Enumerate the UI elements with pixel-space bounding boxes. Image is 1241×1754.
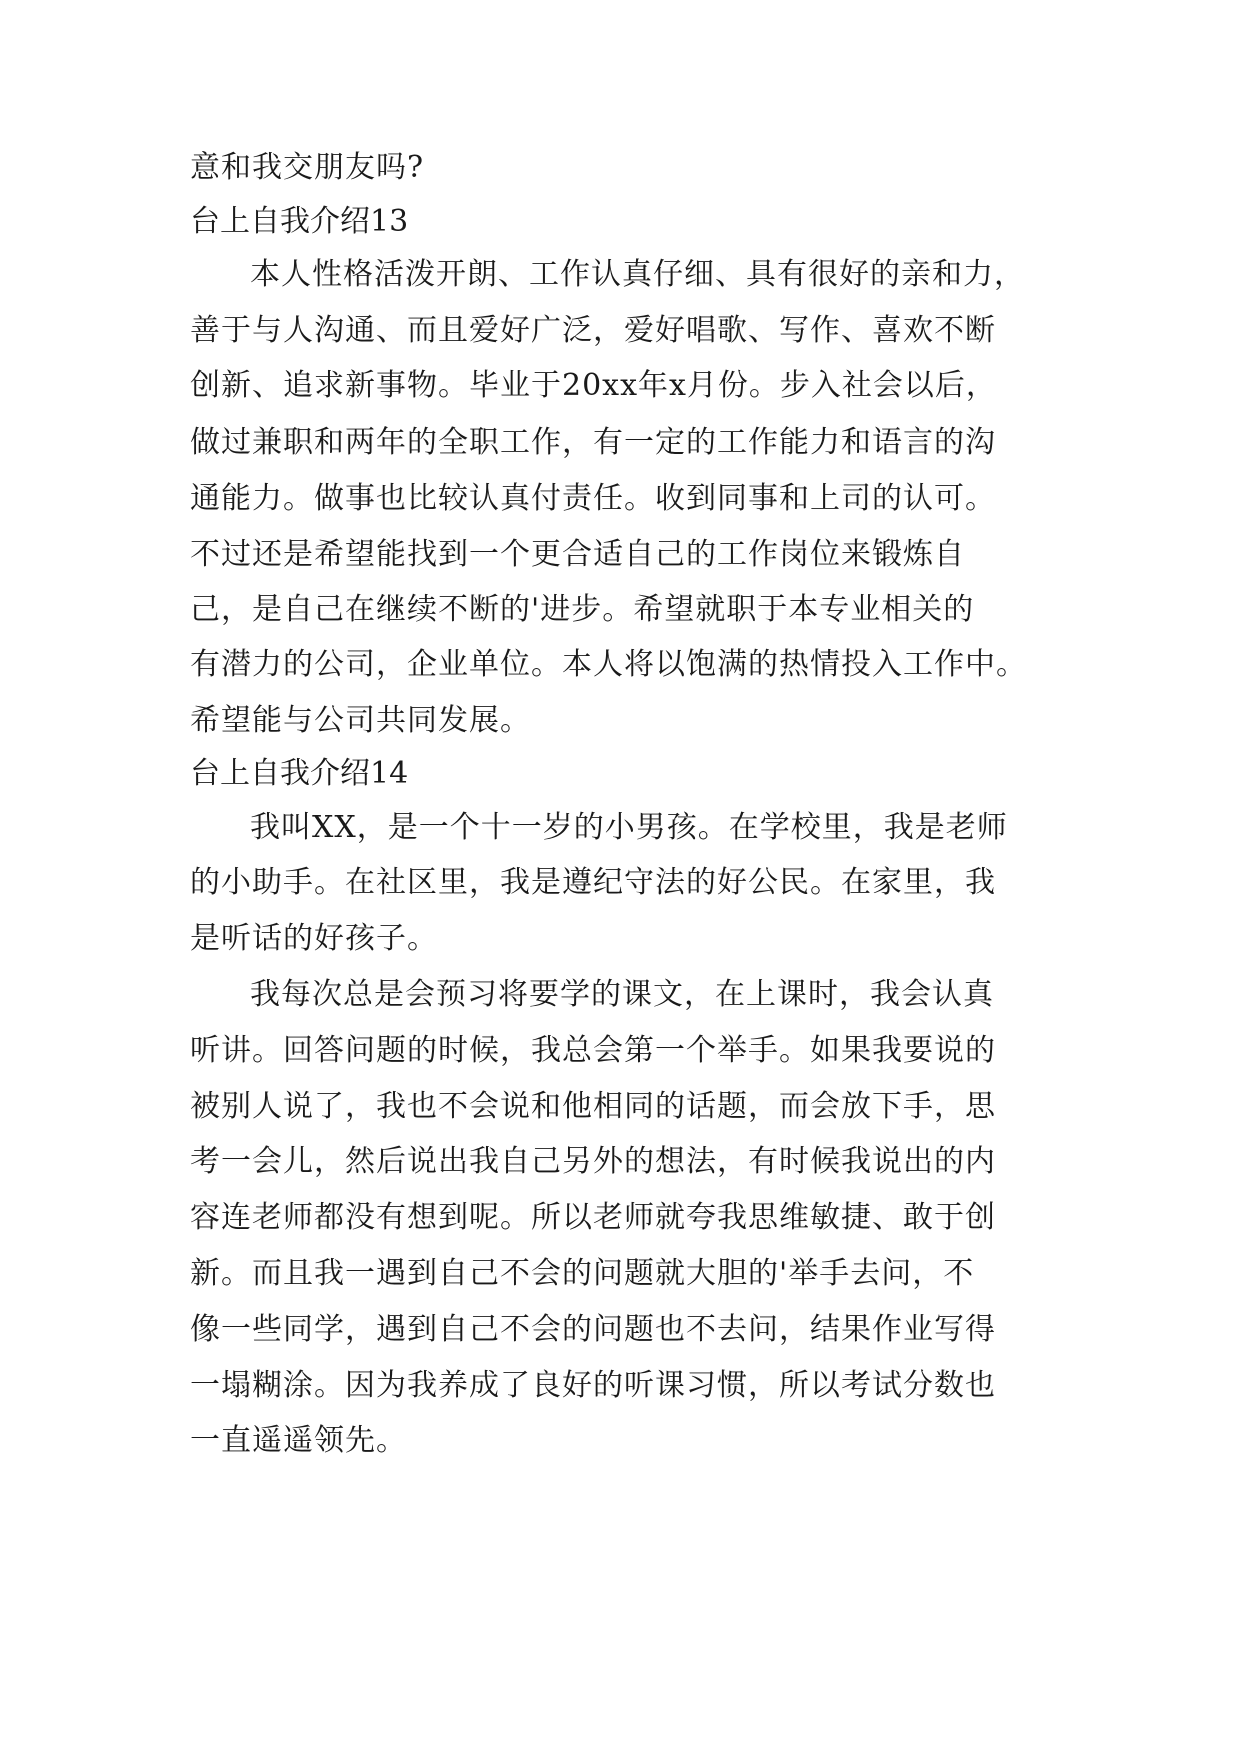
text-line: 像一些同学，遇到自己不会的问题也不去问，结果作业写得	[190, 1312, 996, 1347]
text-line: 一塌糊涂。因为我养成了良好的听课习惯，所以考试分数也	[190, 1368, 996, 1403]
text-line: 己，是自己在继续不断的'进步。希望就职于本专业相关的	[190, 592, 975, 627]
text-line: 一直遥遥领先。	[190, 1423, 407, 1458]
section-heading: 台上自我介绍14	[190, 756, 409, 791]
text-line: 不过还是希望能找到一个更合适自己的工作岗位来锻炼自	[190, 537, 965, 572]
text-line: 我叫XX，是一个十一岁的小男孩。在学校里，我是老师	[250, 810, 1008, 845]
text-line: 创新、追求新事物。毕业于20xx年x月份。步入社会以后，	[190, 368, 997, 403]
text-line: 做过兼职和两年的全职工作，有一定的工作能力和语言的沟	[190, 425, 996, 460]
text-line: 通能力。做事也比较认真付责任。收到同事和上司的认可。	[190, 481, 996, 516]
text-line: 新。而且我一遇到自己不会的问题就大胆的'举手去问，不	[190, 1256, 975, 1291]
section-heading: 台上自我介绍13	[190, 204, 409, 239]
text-line: 被别人说了，我也不会说和他相同的话题，而会放下手，思	[190, 1089, 996, 1124]
text-line: 是听话的好孩子。	[190, 921, 438, 956]
text-line: 希望能与公司共同发展。	[190, 703, 531, 738]
text-line: 的小助手。在社区里，我是遵纪守法的好公民。在家里，我	[190, 865, 996, 900]
text-line: 听讲。回答问题的时候，我总会第一个举手。如果我要说的	[190, 1033, 996, 1068]
text-line: 容连老师都没有想到呢。所以老师就夸我思维敏捷、敢于创	[190, 1200, 996, 1235]
text-line: 意和我交朋友吗?	[190, 150, 425, 185]
text-line: 我每次总是会预习将要学的课文，在上课时，我会认真	[250, 977, 994, 1012]
text-line: 本人性格活泼开朗、工作认真仔细、具有很好的亲和力，	[250, 257, 1025, 292]
text-line: 考一会儿，然后说出我自己另外的想法，有时候我说出的内	[190, 1144, 996, 1179]
text-line: 善于与人沟通、而且爱好广泛，爱好唱歌、写作、喜欢不断	[190, 313, 996, 348]
text-line: 有潜力的公司，企业单位。本人将以饱满的热情投入工作中。	[190, 647, 1027, 682]
